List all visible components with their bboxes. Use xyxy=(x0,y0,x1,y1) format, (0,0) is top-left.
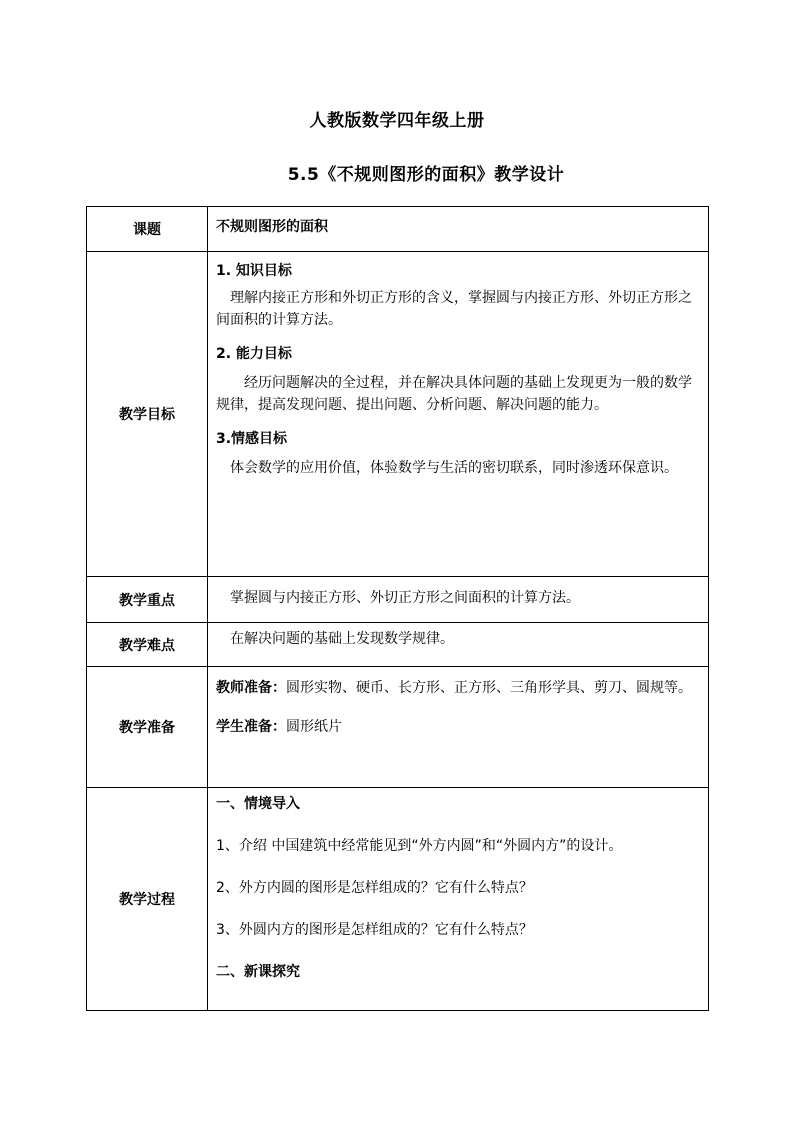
process-cell xyxy=(208,788,709,1011)
key-points-value: 掌握圆与内接正方形、外切正方形之间面积的计算方法。 xyxy=(230,590,580,606)
teacher-preparation-text: 圆形实物、硬币、长方形、正方形、三角形学具、剪刀、圆规等。 xyxy=(286,680,692,696)
ability-goal-heading: 2. 能力目标 xyxy=(216,346,292,362)
document-subtitle: 5.5《不规则图形的面积》教学设计 xyxy=(287,165,565,185)
document-title: 人教版数学四年级上册 xyxy=(309,111,485,131)
process-section-1: 一、情境导入 xyxy=(216,796,300,812)
table-row-preparation xyxy=(87,667,709,788)
table-row-difficulties xyxy=(87,623,709,667)
student-preparation-lead: 学生准备： xyxy=(216,719,286,735)
process-item-3: 3、外圆内方的图形是怎样组成的？它有什么特点？ xyxy=(216,922,533,938)
teacher-preparation xyxy=(216,673,702,703)
difficulties-label: 教学难点 xyxy=(87,623,208,667)
knowledge-goal-heading: 1. 知识目标 xyxy=(216,263,292,279)
goals-cell xyxy=(208,252,709,577)
process-label: 教学过程 xyxy=(87,788,208,1011)
topic-cell xyxy=(208,207,709,252)
process-section-2: 二、新课探究 xyxy=(216,964,300,980)
student-preparation-text: 圆形纸片 xyxy=(286,719,342,735)
table-row-key-points xyxy=(87,577,709,623)
lesson-plan-table xyxy=(86,206,709,1011)
goals-label: 教学目标 xyxy=(87,252,208,577)
knowledge-goal-text: 理解内接正方形和外切正方形的含义，掌握圆与内接正方形、外切正方形之间面积的计算方法。 xyxy=(216,290,692,328)
difficulties-cell xyxy=(208,623,709,667)
key-points-cell xyxy=(208,577,709,623)
table-row-topic xyxy=(87,207,709,252)
teacher-preparation-lead: 教师准备： xyxy=(216,680,286,696)
difficulties-value: 在解决问题的基础上发现数学规律。 xyxy=(230,631,454,647)
process-item-1: 1、介绍 中国建筑中经常能见到“外方内圆”和“外圆内方”的设计。 xyxy=(216,838,623,854)
ability-goal-text: 经历问题解决的全过程，并在解决具体问题的基础上发现更为一般的数学规律，提高发现问题、提出问题、分析问题、解决问题的能力。 xyxy=(216,375,692,413)
emotion-goal-heading: 3.情感目标 xyxy=(216,431,288,447)
preparation-label: 教学准备 xyxy=(87,667,208,788)
key-points-label: 教学重点 xyxy=(87,577,208,623)
preparation-cell xyxy=(208,667,709,788)
topic-value: 不规则图形的面积 xyxy=(216,219,328,235)
topic-label: 课题 xyxy=(87,207,208,252)
emotion-goal-text: 体会数学的应用价值，体验数学与生活的密切联系，同时渗透环保意识。 xyxy=(230,460,678,476)
table-row-process xyxy=(87,788,709,1011)
student-preparation xyxy=(216,716,702,736)
table-row-goals xyxy=(87,252,709,577)
process-item-2: 2、外方内圆的图形是怎样组成的？它有什么特点？ xyxy=(216,880,533,896)
